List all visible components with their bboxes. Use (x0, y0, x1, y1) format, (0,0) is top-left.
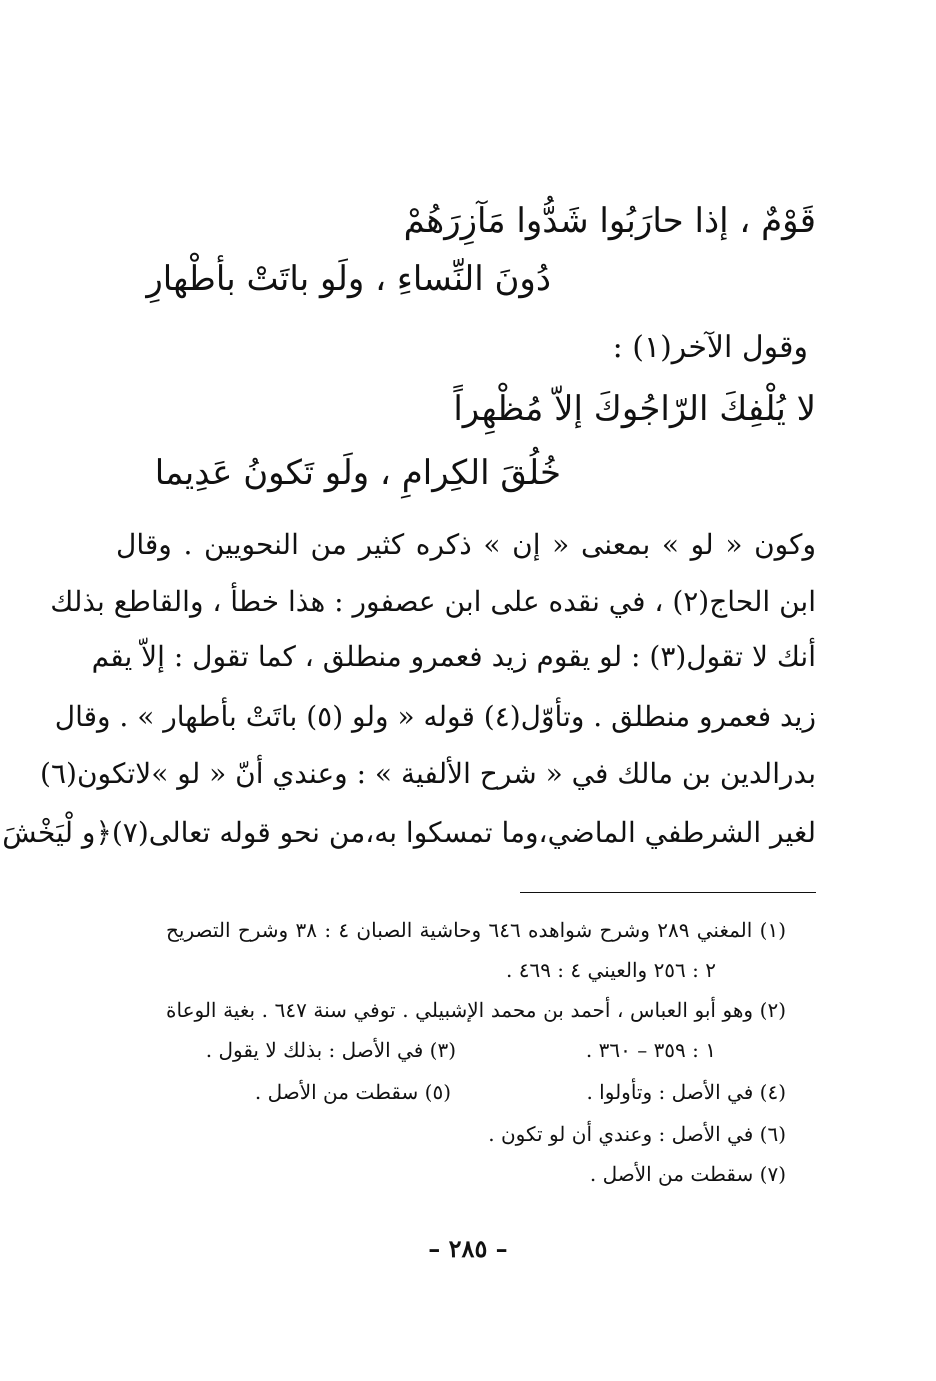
footnote-2-line-1: (٢) وهو أبو العباس ، أحمد بن محمد الإشبيلي . توفي سنة ٦٤٧ . بغية الوعاة (166, 998, 787, 1022)
footnote-4: (٤) في الأصل : وتأولوا . (586, 1080, 786, 1104)
verse-intro: وقول الآخر(١) : (612, 330, 808, 365)
footnote-divider (520, 892, 816, 893)
verse-line-4: خُلُقَ الكِرامِ ، ولَو تَكونُ عَدِيما (154, 453, 561, 493)
prose-line-5: بدرالدين بن مالك في « شرح الألفية » : وعندي أنّ « لو »لاتكون(٦) (40, 757, 816, 790)
footnote-5: (٥) سقطت من الأصل . (254, 1080, 451, 1104)
prose-line-4: زيد فعمرو منطلق . وتأوّل(٤) قوله « ولو (٥) باتَتْ بأطهار » . وقال (54, 700, 816, 733)
verse-line-2: دُونَ النِّساءِ ، ولَو باتَتْ بأطْهارِ (146, 259, 551, 299)
prose-line-6: لغير الشرطفي الماضي،وما تمسكوا به،من نحو قوله تعالى(٧)﴿و لْيَخْشَ (2, 816, 816, 849)
page-number: – ٢٨٥ – (428, 1234, 508, 1263)
footnote-3: (٣) في الأصل : بذلك لا يقول . (205, 1038, 456, 1062)
prose-line-2: ابن الحاج(٢) ، في نقده على ابن عصفور : هذا خطأ ، والقاطع بذلك (50, 585, 816, 618)
prose-line-3: أنك لا تقول(٣) : لو يقوم زيد فعمرو منطلق ، كما تقول : إلاّ يقم (91, 640, 816, 673)
footnote-1-line-2: ٢ : ٢٥٦ والعيني ٤ : ٤٦٩ . (505, 958, 716, 982)
prose-line-1: وكون « لو » بمعنى « إن » ذكره كثير من النحويين . وقال (116, 528, 816, 561)
footnote-6: (٦) في الأصل : وعندي أن لو تكون . (488, 1122, 786, 1146)
footnote-2-line-2: ١ : ٣٥٩ – ٣٦٠ . (585, 1038, 716, 1062)
footnote-7: (٧) سقطت من الأصل . (589, 1162, 786, 1186)
footnote-1-line-1: (١) المغني ٢٨٩ وشرح شواهده ٦٤٦ وحاشية الصبان ٤ : ٣٨ وشرح التصريح (166, 918, 786, 942)
verse-line-1: قَوْمٌ ، إذا حارَبُوا شَدُّوا مَآزِرَهُمْ (403, 201, 816, 241)
verse-line-3: لا يُلْفِكَ الرّاجُوكَ إلاّ مُظْهِراً (453, 389, 816, 429)
